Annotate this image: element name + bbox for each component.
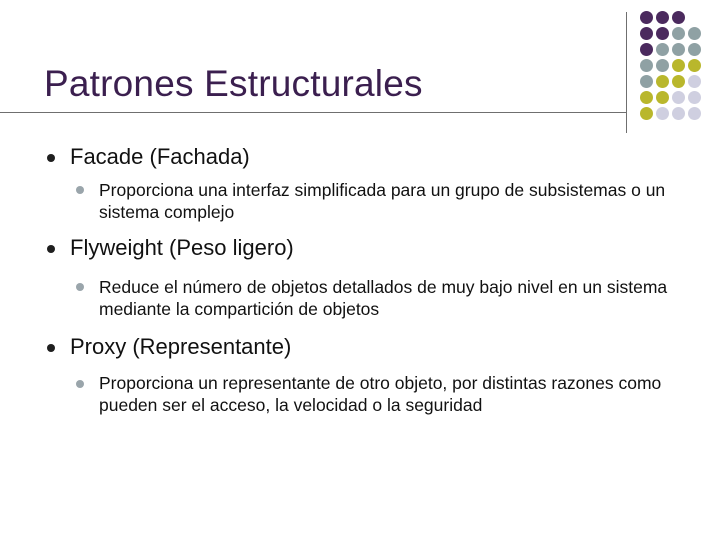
bullet-facade: Facade (Fachada) xyxy=(70,144,250,169)
decorative-dot xyxy=(672,59,685,72)
decorative-dot xyxy=(640,75,653,88)
decorative-dot xyxy=(672,11,685,24)
decorative-dot xyxy=(672,107,685,120)
decorative-dot xyxy=(640,27,653,40)
decorative-dot xyxy=(640,107,653,120)
decorative-dot xyxy=(672,43,685,56)
decorative-dot xyxy=(656,91,669,104)
sub-bullet-facade-desc: Proporciona una interfaz simplificada para un grupo de subsistemas o un sistema complejo xyxy=(99,180,666,222)
decorative-dot xyxy=(672,27,685,40)
sub-bullet-icon xyxy=(76,283,84,291)
slide-title: Patrones Estructurales xyxy=(44,63,423,104)
decorative-dot xyxy=(688,27,701,40)
decorative-dot xyxy=(688,107,701,120)
decorative-dot xyxy=(640,43,653,56)
decorative-dot xyxy=(688,75,701,88)
decorative-dot xyxy=(688,43,701,56)
decorative-dot xyxy=(688,91,701,104)
bullet-proxy: Proxy (Representante) xyxy=(70,334,292,359)
bullet-flyweight: Flyweight (Peso ligero) xyxy=(70,235,294,260)
decorative-dot xyxy=(656,11,669,24)
bullet-icon xyxy=(47,154,55,162)
decorative-dot xyxy=(656,75,669,88)
sub-bullet-proxy-desc: Proporciona un representante de otro objeto, por distintas razones como pueden ser el acceso, la velocidad o la seguridad xyxy=(99,373,662,415)
decorative-dot xyxy=(656,107,669,120)
decorative-dot xyxy=(656,59,669,72)
decorative-dot xyxy=(656,27,669,40)
bullet-icon xyxy=(47,344,55,352)
title-divider xyxy=(0,112,626,113)
decorative-dot xyxy=(656,43,669,56)
decorative-dot xyxy=(672,91,685,104)
decorative-dot xyxy=(640,11,653,24)
sub-bullet-flyweight-desc: Reduce el número de objetos detallados de muy bajo nivel en un sistema mediante la compartición de objetos xyxy=(99,277,668,319)
bullet-icon xyxy=(47,245,55,253)
sub-bullet-icon xyxy=(76,186,84,194)
vertical-divider xyxy=(626,12,627,133)
decorative-dot xyxy=(640,91,653,104)
sub-bullet-icon xyxy=(76,380,84,388)
decorative-dot xyxy=(640,59,653,72)
decorative-dot xyxy=(688,59,701,72)
decorative-dot xyxy=(672,75,685,88)
